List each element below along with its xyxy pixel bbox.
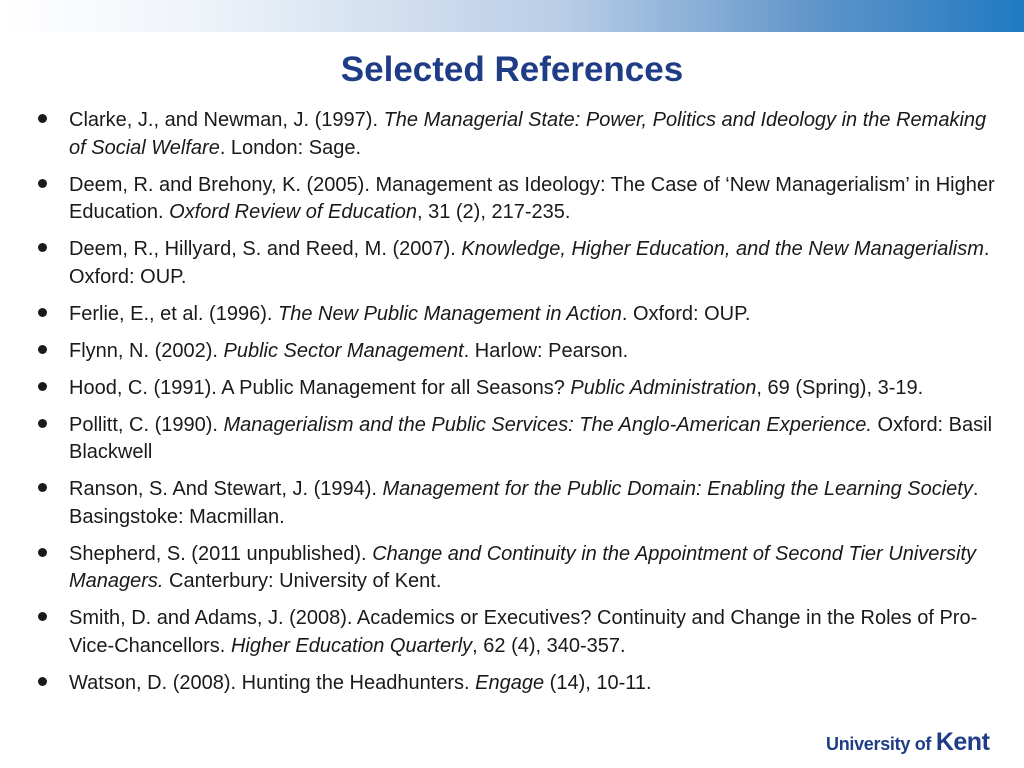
reference-item <box>38 412 998 467</box>
reference-text: Shepherd, S. (2011 unpublished). <box>69 542 373 565</box>
reference-publication: . Basingstoke: Macmillan. <box>69 478 979 528</box>
reference-text: Smith, D. and Adams, J. (2008). Academics or Executives? Continuity and Change in the Roles of Pro-Vice-Chancellors. <box>69 607 978 657</box>
bullet-icon <box>38 548 47 557</box>
reference-item <box>38 541 998 596</box>
bullet-icon <box>38 114 47 123</box>
reference-text: Watson, D. (2008). Hunting the Headhunters. <box>69 671 476 694</box>
reference-title-italic: Oxford Review of Education <box>169 201 417 223</box>
reference-list <box>38 107 998 707</box>
reference-text: Flynn, N. (2002). <box>69 339 224 362</box>
reference-item <box>38 670 998 698</box>
reference-item <box>38 172 998 227</box>
bullet-icon <box>38 243 47 252</box>
reference-title-italic: Engage <box>475 671 545 694</box>
bullet-icon <box>38 382 47 391</box>
reference-title-italic: Public Sector Management <box>223 339 464 362</box>
bullet-icon <box>38 345 47 354</box>
reference-publication: . London: Sage. <box>219 136 362 159</box>
reference-item <box>38 301 998 329</box>
reference-publication: (14), 10-11. <box>544 671 652 694</box>
university-of-kent-logo <box>826 728 989 758</box>
reference-item <box>38 605 998 660</box>
bullet-icon <box>38 612 47 621</box>
slide-title: Selected References <box>340 50 684 89</box>
reference-title-italic: Knowledge, Higher Education, and the New Managerialism <box>461 238 984 260</box>
reference-text: Ferlie, E., et al. (1996). <box>69 302 278 325</box>
reference-text: Clarke, J., and Newman, J. (1997). <box>69 109 384 131</box>
bullet-icon <box>38 308 47 317</box>
bullet-icon <box>38 419 47 428</box>
reference-publication: , 62 (4), 340-357. <box>472 634 626 657</box>
bullet-icon <box>38 179 47 188</box>
reference-publication: . Oxford: OUP. <box>69 238 990 288</box>
reference-title-italic: Management for the Public Domain: Enabling the Learning Society <box>382 478 973 500</box>
reference-publication: . Harlow: Pearson. <box>463 339 629 362</box>
reference-publication: , 69 (Spring), 3-19. <box>756 376 924 399</box>
reference-item <box>38 236 998 291</box>
reference-item <box>38 476 998 531</box>
reference-publication: Oxford: Basil Blackwell <box>69 413 993 463</box>
reference-title-italic: Public Administration <box>570 376 757 399</box>
logo-university-text: University of <box>826 734 936 754</box>
reference-publication: Canterbury: University of Kent. <box>163 570 442 592</box>
reference-title-italic: Change and Continuity in the Appointment of Second Tier University Managers. <box>69 542 977 592</box>
reference-text: Deem, R. and Brehony, K. (2005). Management as Ideology: The Case of ‘New Managerialism’ in Higher Education. <box>69 173 995 223</box>
reference-text: Pollitt, C. (1990). <box>69 413 224 436</box>
reference-text: Ranson, S. And Stewart, J. (1994). <box>69 478 383 500</box>
reference-publication: , 31 (2), 217-235. <box>416 201 571 223</box>
logo-kent-text: Kent <box>935 728 990 756</box>
bullet-icon <box>38 483 47 492</box>
reference-text: Deem, R., Hillyard, S. and Reed, M. (2007). <box>69 238 462 260</box>
reference-text: Hood, C. (1991). A Public Management for all Seasons? <box>69 376 571 399</box>
reference-item <box>38 375 998 403</box>
reference-publication: . Oxford: OUP. <box>621 302 751 325</box>
reference-item <box>38 338 998 366</box>
reference-title-italic: The Managerial State: Power, Politics and Ideology in the Remaking of Social Welfare <box>69 109 987 159</box>
header-gradient-bar <box>0 0 1024 32</box>
reference-title-italic: The New Public Management in Action <box>277 302 622 325</box>
reference-title-italic: Managerialism and the Public Services: The Anglo-American Experience. <box>223 413 872 436</box>
bullet-icon <box>38 677 47 686</box>
reference-title-italic: Higher Education Quarterly <box>230 634 473 657</box>
reference-item <box>38 107 998 162</box>
